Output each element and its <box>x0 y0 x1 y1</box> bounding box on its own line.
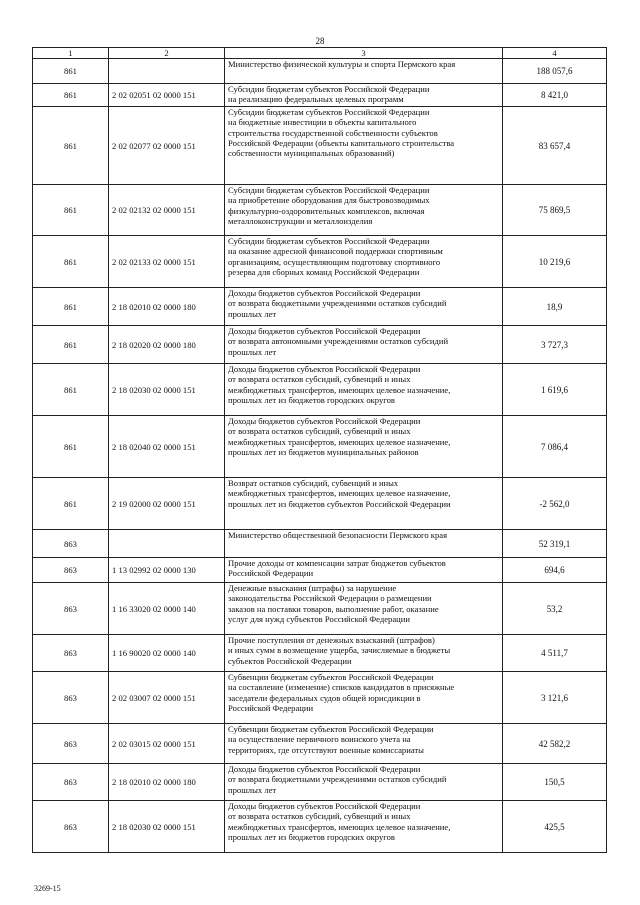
page-number: 28 <box>315 36 325 46</box>
admin-code: 861 <box>33 107 109 185</box>
admin-code: 863 <box>33 672 109 724</box>
table-row <box>33 416 607 478</box>
admin-code: 863 <box>33 530 109 558</box>
header-col-1: 1 <box>33 48 109 59</box>
table-row <box>33 530 607 558</box>
table-row <box>33 236 607 288</box>
budget-code: 2 19 02000 02 0000 151 <box>109 478 225 530</box>
admin-code: 861 <box>33 288 109 326</box>
admin-code: 861 <box>33 185 109 236</box>
amount: 75 869,5 <box>503 185 607 236</box>
amount: 4 511,7 <box>503 635 607 672</box>
table-row <box>33 724 607 764</box>
table-row <box>33 672 607 724</box>
budget-code: 2 02 03015 02 0000 151 <box>109 724 225 764</box>
revenue-table <box>32 47 607 853</box>
budget-code: 1 16 33020 02 0000 140 <box>109 583 225 635</box>
header-row <box>33 48 607 59</box>
budget-code: 1 16 90020 02 0000 140 <box>109 635 225 672</box>
budget-code: 2 02 02077 02 0000 151 <box>109 107 225 185</box>
amount: 1 619,6 <box>503 364 607 416</box>
amount: 3 727,3 <box>503 326 607 364</box>
admin-code: 863 <box>33 583 109 635</box>
header-col-2: 2 <box>109 48 225 59</box>
amount: 694,6 <box>503 558 607 583</box>
amount: 18,9 <box>503 288 607 326</box>
table-row <box>33 764 607 801</box>
revenue-description: Субсидии бюджетам субъектов Российской Федерации на оказание адресной финансовой поддержки спортивным организациям, осуществляющим подготовку спортивного резерва для сборных команд Российской Федерации <box>225 236 503 288</box>
table-body <box>33 59 607 853</box>
revenue-description: Министерство физической культуры и спорта Пермского края <box>225 59 503 84</box>
table-row <box>33 558 607 583</box>
table-row <box>33 478 607 530</box>
table-row <box>33 801 607 853</box>
amount: 425,5 <box>503 801 607 853</box>
budget-code: 2 02 02133 02 0000 151 <box>109 236 225 288</box>
table-row <box>33 288 607 326</box>
admin-code: 863 <box>33 558 109 583</box>
amount: 8 421,0 <box>503 84 607 107</box>
amount: -2 562,0 <box>503 478 607 530</box>
revenue-description: Доходы бюджетов субъектов Российской Федерации от возврата остатков субсидий, субвенций и иных межбюджетных трансфертов, имеющих целевое назначение, прошлых лет из бюджетов муниципальных районов <box>225 416 503 478</box>
header-col-3: 3 <box>225 48 503 59</box>
admin-code: 861 <box>33 478 109 530</box>
budget-code: 2 02 02051 02 0000 151 <box>109 84 225 107</box>
budget-code: 2 02 03007 02 0000 151 <box>109 672 225 724</box>
admin-code: 861 <box>33 84 109 107</box>
table-row <box>33 107 607 185</box>
revenue-description: Доходы бюджетов субъектов Российской Федерации от возврата бюджетными учреждениями остатков субсидий прошлых лет <box>225 288 503 326</box>
admin-code: 861 <box>33 364 109 416</box>
revenue-description: Субсидии бюджетам субъектов Российской Федерации на реализацию федеральных целевых программ <box>225 84 503 107</box>
budget-code: 2 18 02020 02 0000 180 <box>109 326 225 364</box>
amount: 3 121,6 <box>503 672 607 724</box>
revenue-description: Министерство общественной безопасности Пермского края <box>225 530 503 558</box>
admin-code: 863 <box>33 635 109 672</box>
table-row <box>33 326 607 364</box>
revenue-description: Денежные взыскания (штрафы) за нарушение законодательства Российской Федерации о размещении заказов на поставки товаров, выполнение работ, оказание услуг для нужд субъектов Российской Федерации <box>225 583 503 635</box>
budget-code: 2 18 02030 02 0000 151 <box>109 364 225 416</box>
revenue-description: Прочие поступления от денежных взысканий (штрафов) и иных сумм в возмещение ущерба, зачисляемые в бюджеты субъектов Российской Федерации <box>225 635 503 672</box>
revenue-description: Доходы бюджетов субъектов Российской Федерации от возврата остатков субсидий, субвенций и иных межбюджетных трансфертов, имеющих целевое назначение, прошлых лет из бюджетов городских округов <box>225 364 503 416</box>
amount: 83 657,4 <box>503 107 607 185</box>
amount: 42 582,2 <box>503 724 607 764</box>
table-row <box>33 583 607 635</box>
admin-code: 861 <box>33 326 109 364</box>
admin-code: 861 <box>33 59 109 84</box>
revenue-description: Доходы бюджетов субъектов Российской Федерации от возврата остатков субсидий, субвенций и иных межбюджетных трансфертов, имеющих целевое назначение, прошлых лет из бюджетов городских округов <box>225 801 503 853</box>
table-row <box>33 635 607 672</box>
budget-code: 1 13 02992 02 0000 130 <box>109 558 225 583</box>
budget-code: 2 18 02010 02 0000 180 <box>109 764 225 801</box>
revenue-description: Субвенции бюджетам субъектов Российской Федерации на составление (изменение) списков кандидатов в присяжные заседатели федеральных судов общей юрисдикции в Российской Федерации <box>225 672 503 724</box>
revenue-description: Доходы бюджетов субъектов Российской Федерации от возврата бюджетными учреждениями остатков субсидий прошлых лет <box>225 764 503 801</box>
amount: 53,2 <box>503 583 607 635</box>
revenue-description: Возврат остатков субсидий, субвенций и иных межбюджетных трансфертов, имеющих целевое назначение, прошлых лет из бюджетов субъектов Российской Федерации <box>225 478 503 530</box>
revenue-description: Прочие доходы от компенсации затрат бюджетов субъектов Российской Федерации <box>225 558 503 583</box>
admin-code: 863 <box>33 724 109 764</box>
table-row <box>33 364 607 416</box>
amount: 7 086,4 <box>503 416 607 478</box>
revenue-description: Субсидии бюджетам субъектов Российской Федерации на бюджетные инвестиции в объекты капитального строительства государственной собственности субъектов Российской Федерации (объекты капитального строительства собственности муниципальных образований) <box>225 107 503 185</box>
budget-code: 2 18 02030 02 0000 151 <box>109 801 225 853</box>
table-row <box>33 59 607 84</box>
amount: 188 057,6 <box>503 59 607 84</box>
document-code: 3269-15 <box>34 884 61 893</box>
admin-code: 861 <box>33 236 109 288</box>
admin-code: 863 <box>33 764 109 801</box>
amount: 52 319,1 <box>503 530 607 558</box>
table-row <box>33 84 607 107</box>
revenue-description: Доходы бюджетов субъектов Российской Федерации от возврата автономными учреждениями остатков субсидий прошлых лет <box>225 326 503 364</box>
revenue-description: Субвенции бюджетам субъектов Российской Федерации на осуществление первичного воинского учета на территориях, где отсутствуют военные комиссариаты <box>225 724 503 764</box>
budget-code <box>109 530 225 558</box>
header-col-4: 4 <box>503 48 607 59</box>
budget-code <box>109 59 225 84</box>
budget-code: 2 18 02040 02 0000 151 <box>109 416 225 478</box>
admin-code: 861 <box>33 416 109 478</box>
table-row <box>33 185 607 236</box>
admin-code: 863 <box>33 801 109 853</box>
amount: 10 219,6 <box>503 236 607 288</box>
revenue-description: Субсидии бюджетам субъектов Российской Федерации на приобретение оборудования для быстровозводимых физкультурно-оздоровительных комплексов, включая металлоконструкции и металлоизделия <box>225 185 503 236</box>
budget-code: 2 18 02010 02 0000 180 <box>109 288 225 326</box>
amount: 150,5 <box>503 764 607 801</box>
budget-code: 2 02 02132 02 0000 151 <box>109 185 225 236</box>
